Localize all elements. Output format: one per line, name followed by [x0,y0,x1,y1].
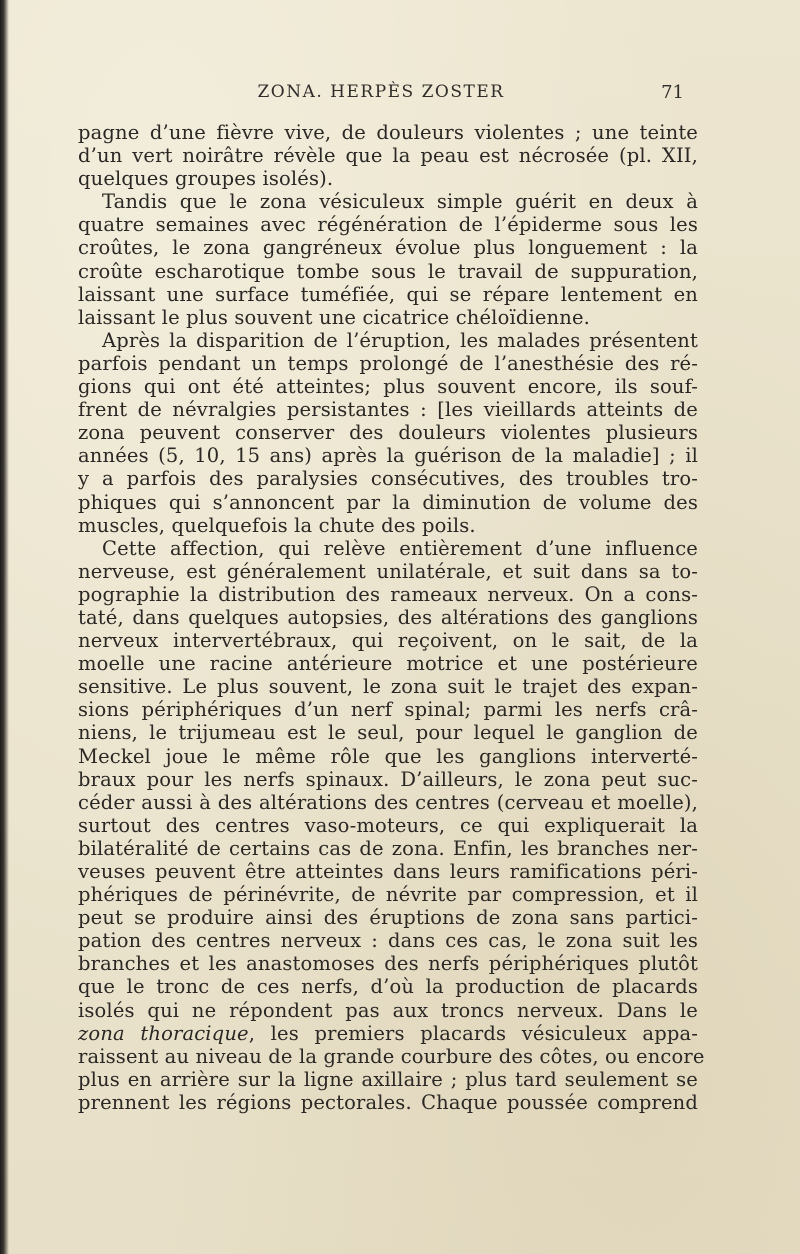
text-line: pographie la distribution des rameaux nerveux. On a cons- [78,582,698,606]
text-line: raissent au niveau de la grande courbure des côtes, ou encore [78,1044,705,1068]
text-line: moelle une racine antérieure motrice et une postérieure [78,652,698,676]
text-line: braux pour les nerfs spinaux. D’ailleurs, le zona peut suc- [78,767,698,791]
text-line: niens, le trijumeau est le seul, pour lequel le ganglion de [78,721,698,745]
text-line: nerveux intervertébraux, qui reçoivent, on le sait, de la [78,629,698,653]
text-line: phériques de périnévrite, de névrite par compression, et il [78,883,698,907]
text-line: gions qui ont été atteintes; plus souvent encore, ils souf- [78,375,698,399]
text-line: que le tronc de ces nerfs, d’où la production de placards [78,975,698,999]
text-line: pation des centres nerveux : dans ces cas, le zona suit les [78,929,698,953]
text-line: années (5, 10, 15 ans) après la guérison de la maladie] ; il [78,444,698,468]
text-line: Meckel joue le même rôle que les ganglions interverté- [78,744,698,768]
text-line: surtout des centres vaso-moteurs, ce qui expliquerait la [78,813,698,837]
text-line-remainder: , les premiers placards vésiculeux appa- [248,1021,698,1045]
text-line: Cette affection, qui relève entièrement d’une influence [102,536,698,560]
text-line: phiques qui s’annoncent par la diminution de volume des [78,490,698,514]
text-line: peut se produire ainsi des éruptions de zona sans partici- [78,906,698,930]
text-line: frent de névralgies persistantes : [les vieillards atteints de [78,398,698,422]
page-header [78,82,684,110]
text-line: sensitive. Le plus souvent, le zona suit le trajet des expan- [78,675,698,699]
text-line: parfois pendant un temps prolongé de l’anesthésie des ré- [78,351,698,375]
page-binding-edge [0,0,9,1254]
text-line: d’un vert noirâtre révèle que la peau est nécrosée (pl. XII, [78,144,698,168]
text-line: céder aussi à des altérations des centres (cerveau et moelle), [78,790,698,814]
text-line: muscles, quelquefois la chute des poils. [78,513,476,537]
text-line: croûtes, le zona gangréneux évolue plus longuement : la [78,236,698,260]
text-line: prennent les régions pectorales. Chaque poussée comprend [78,1090,698,1114]
text-line: bilatéralité de certains cas de zona. Enfin, les branches ner- [78,836,698,860]
text-line: pagne d’une fièvre vive, de douleurs violentes ; une teinte [78,121,698,144]
text-line: veuses peuvent être atteintes dans leurs ramifications péri- [78,860,698,883]
italic-phrase: zona thoracique [78,1021,249,1045]
text-line: laissant une surface tuméfiée, qui se répare lentement en [78,282,698,306]
text-line: branches et les anastomoses des nerfs périphériques plutôt [78,952,698,976]
text-line: zona peuvent conserver des douleurs violentes plusieurs [78,421,698,445]
body-text [78,121,705,1114]
text-line: isolés qui ne répondent pas aux troncs nerveux. Dans le [78,998,698,1022]
text-line: quelques groupes isolés). [78,167,334,191]
text-line-with-italic [78,1022,698,1045]
text-line: croûte escharotique tombe sous le travail de suppuration, [78,259,698,283]
text-line: nerveuse, est généralement unilatérale, et suit dans sa to- [78,559,698,583]
text-line: sions périphériques d’un nerf spinal; parmi les nerfs crâ- [78,698,698,722]
text-line: Tandis que le zona vésiculeux simple guérit en deux à [102,190,698,214]
running-title: ZONA. HERPÈS ZOSTER [257,82,505,102]
text-line: Après la disparition de l’éruption, les malades présentent [102,328,698,352]
text-line: taté, dans quelques autopsies, des altérations des ganglions [78,605,698,629]
text-line: quatre semaines avec régénération de l’épiderme sous les [78,213,698,237]
page-number: 71 [661,82,684,103]
text-line: y a parfois des paralysies consécutives, des troubles tro- [78,467,698,491]
text-line: plus en arrière sur la ligne axillaire ; plus tard seulement se [78,1067,698,1091]
text-line: laissant le plus souvent une cicatrice chéloïdienne. [78,305,591,329]
